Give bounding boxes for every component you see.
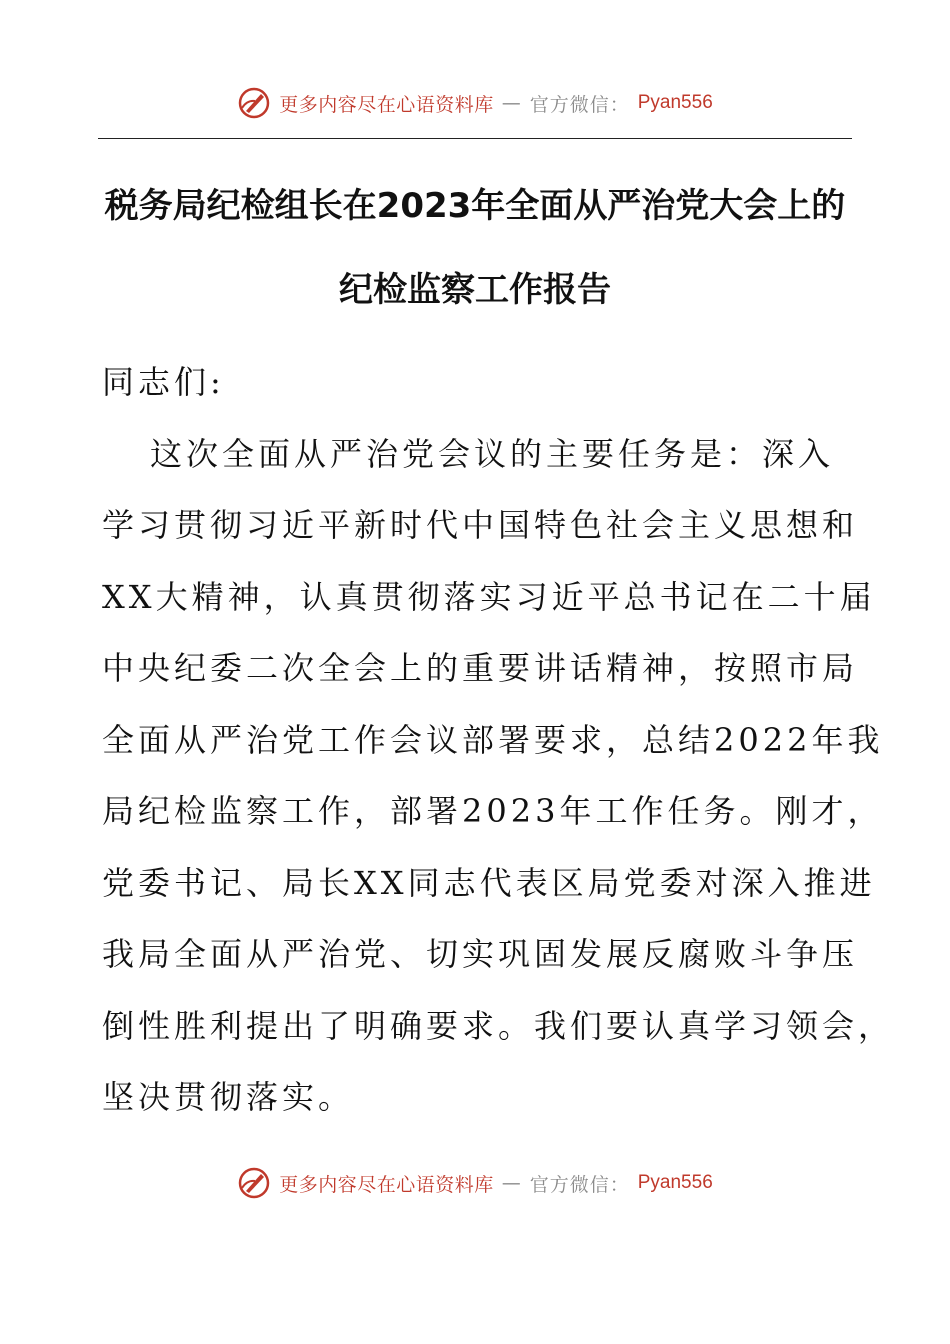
watermark-separator: — — [501, 1172, 522, 1194]
pen-logo-icon — [237, 86, 271, 120]
watermark-channel: 官方微信： — [529, 93, 630, 116]
paragraph-line: 局纪检监察工作，部署2023年工作任务。刚才， — [102, 792, 884, 830]
footer-watermark — [0, 1166, 950, 1200]
paragraph-line: 我局全面从严治党、切实巩固发展反腐败斗争压 — [102, 935, 859, 973]
header-watermark — [0, 86, 950, 120]
document-body — [102, 347, 895, 1134]
watermark-id: Pyan556 — [637, 92, 713, 113]
paragraph-line: XX大精神，认真贯彻落实习近平总书记在二十届 — [102, 577, 876, 616]
watermark-text: 更多内容尽在心语资料库 — [279, 1173, 494, 1196]
paragraph-line: 全面从严治党工作会议部署要求，总结2022年我 — [102, 720, 884, 759]
title-line: 税务局纪检组长在2023年全面从严治党大会上的 — [104, 186, 846, 226]
watermark-id: Pyan556 — [637, 1172, 713, 1193]
paragraph-line: 党委书记、局长XX同志代表区局党委对深入推进 — [102, 863, 876, 902]
paragraph-line: 学习贯彻习近平新时代中国特色社会主义思想和 — [102, 506, 859, 544]
paragraph-line: 坚决贯彻落实。 — [102, 1078, 355, 1116]
watermark-text: 更多内容尽在心语资料库 — [279, 93, 494, 116]
watermark-separator: — — [501, 92, 522, 114]
document-title — [90, 164, 860, 332]
paragraph-line: 这次全面从严治党会议的主要任务是：深入 — [150, 434, 835, 473]
paragraph-line: 倒性胜利提出了明确要求。我们要认真学习领会， — [102, 1006, 895, 1045]
title-line: 纪检监察工作报告 — [339, 270, 611, 310]
watermark-channel: 官方微信： — [529, 1173, 630, 1196]
pen-logo-icon — [237, 1166, 271, 1200]
header-divider — [98, 138, 852, 139]
paragraph-line: 中央纪委二次全会上的重要讲话精神，按照市局 — [102, 649, 859, 687]
salutation: 同志们: — [102, 363, 225, 401]
